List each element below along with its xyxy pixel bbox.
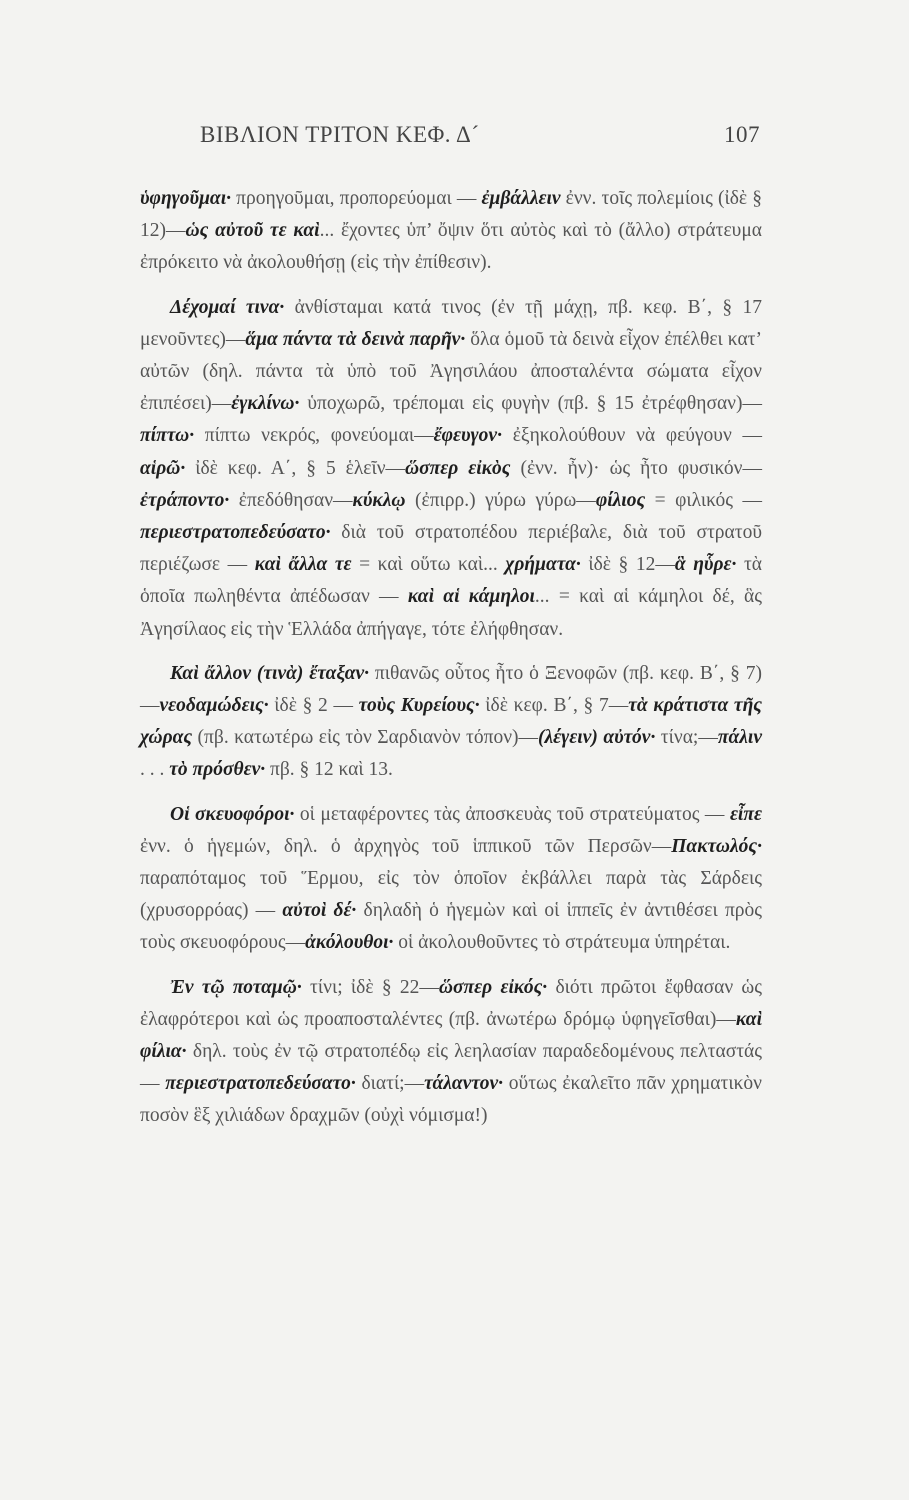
gloss-text: ... = καὶ αἱ κάμηλοι δέ, ἃς Ἀγησίλαος εἰς τὴν Ἑλλάδα ἀπήγαγε, τότε ἐλήφθησαν.	[140, 586, 762, 640]
gloss-text: ἰδὲ κεφ. Α΄, § 5 ἑλεῖν—	[185, 457, 406, 479]
gloss-text: ἐξηκολούθουν νὰ φεύγουν —	[501, 425, 762, 447]
gloss-text: ἀνθίσταμαι κατά τινος (ἐν τῇ μάχῃ, πβ. κεφ. Β΄, § 17 μενοῦντες)—	[140, 296, 762, 350]
gloss-text: πίπτω νεκρός, φονεύομαι—	[194, 425, 434, 447]
gloss-text: πβ. § 12 καὶ 13.	[265, 759, 393, 781]
gloss-text: ἐνν. ὁ ἡγεμών, δηλ. ὁ ἀρχηγὸς τοῦ ἱππικοῦ τῶν Περσῶν—	[140, 835, 672, 857]
gloss-text: οὕτως ἐκαλεῖτο πᾶν χρηματικὸν ποσὸν ἓξ χιλιάδων δραχμῶν (οὐχὶ νόμισμα!)	[140, 1073, 762, 1127]
gloss-text: ἐνν. τοῖς πολεμίοις (ἰδὲ § 12)—	[140, 188, 762, 242]
lemma-term: ἔφευγον·	[433, 425, 502, 447]
gloss-text: προηγοῦμαι, προπορεύομαι —	[231, 188, 482, 209]
lemma-term: καὶ αἱ κάμηλοι	[407, 586, 535, 608]
gloss-text: πιθανῶς οὗτος ἦτο ὁ Ξενοφῶν (πβ. κεφ. Β΄, § 7)—	[140, 662, 762, 717]
gloss-text: ὅλα ὁμοῦ τὰ δεινὰ εἶχον ἐπέλθει κατ’ αὐτῶν (δηλ. πάντα τὰ ὑπὸ τοῦ Ἀγησιλάου ἀποσταλέντα σώματα εἶχον ἐπιπέσει)—	[140, 328, 762, 415]
gloss-text: . . .	[140, 759, 170, 781]
gloss-text: δηλαδὴ ὁ ἡγεμὼν καὶ οἱ ἱππεῖς ἐν ἀντιθέσει πρὸς τοὺς σκευοφόρους—	[140, 900, 762, 954]
lemma-term: ὥσπερ εἰκὸς	[405, 457, 511, 479]
gloss-text: οἱ μεταφέροντες τὰς ἀποσκευὰς τοῦ στρατεύματος —	[294, 803, 730, 825]
gloss-text: ὑποχωρῶ, τρέπομαι εἰς φυγὴν (πβ. § 15 ἐτρέφθησαν)—	[299, 393, 762, 415]
lemma-term: τὸ πρόσθεν·	[169, 759, 266, 781]
gloss-text: ἰδὲ κεφ. Β΄, § 7—	[479, 695, 629, 717]
lemma-term: τάλαντον·	[424, 1073, 504, 1095]
lemma-term: κύκλῳ	[352, 489, 406, 511]
lemma-term: ἐμβάλλειν	[481, 188, 561, 209]
gloss-text: (ἐνν. ἦν)· ὡς ἦτο φυσικόν—	[510, 457, 762, 479]
lemma-term: Ἐν τῷ ποταμῷ·	[170, 976, 302, 998]
paragraph	[140, 658, 762, 787]
gloss-text: (πβ. κατωτέρω εἰς τὸν Σαρδιανὸν τόπον)—	[192, 727, 539, 749]
gloss-text: διατί;—	[355, 1073, 425, 1095]
gloss-text: (ἐπιρρ.) γύρω γύρω—	[405, 489, 596, 511]
lemma-term: (λέγειν) αὐτόν·	[538, 727, 656, 749]
lemma-term: καὶ φίλια·	[140, 1008, 762, 1063]
gloss-text: οἱ ἀκολουθοῦντες τὸ στράτευμα ὑπηρέται.	[393, 932, 731, 954]
lemma-term: ὥσπερ εἰκός·	[438, 976, 548, 998]
gloss-text: ἰδὲ § 12—	[580, 554, 675, 576]
lemma-term: ἅμα πάντα τὰ δεινὰ παρῆν·	[245, 328, 466, 350]
lemma-term: πάλιν	[717, 727, 762, 749]
gloss-text: ἐπεδόθησαν—	[229, 489, 353, 511]
lemma-term: αἱρῶ·	[140, 457, 186, 479]
gloss-text: διὰ τοῦ στρατοπέδου περιέβαλε, διὰ τοῦ στρατοῦ περιέζωσε —	[140, 522, 762, 576]
gloss-text: παραπόταμος τοῦ Ἕρμου, εἰς τὸν ὁποῖον ἐκβάλλει παρὰ τὰς Σάρδεις (χρυσορρόας) —	[140, 868, 762, 922]
lemma-term: τὰ κράτιστα τῆς χώρας	[140, 695, 762, 749]
gloss-text: ... ἔχοντες ὑπ’ ὄψιν ὅτι αὐτὸς καὶ τὸ (ἄλλο) στράτευμα ἐπρόκειτο νὰ ἀκολουθήσῃ (εἰς τὴν ἐπίθεσιν).	[140, 220, 762, 274]
lemma-term: ἐγκλίνω·	[231, 393, 300, 415]
paragraph	[140, 972, 762, 1133]
paragraph	[140, 183, 762, 280]
commentary-body	[140, 183, 762, 1145]
gloss-text: τὰ ὁποῖα πωληθέντα ἀπέδωσαν —	[140, 554, 763, 608]
gloss-text: δηλ. τοὺς ἐν τῷ στρατοπέδῳ εἰς λεηλασίαν παραδεδομένους πελταστάς —	[140, 1041, 762, 1095]
lemma-term: χρήματα·	[505, 554, 581, 576]
lemma-term: ὑφηγοῦμαι·	[140, 188, 231, 209]
running-title: ΒΙΒΛΙΟΝ ΤΡΙΤΟΝ ΚΕΦ. Δ´	[200, 122, 480, 147]
gloss-text: = καὶ οὕτω καὶ...	[351, 554, 506, 576]
lemma-term: περιεστρατοπεδεύσατο·	[140, 522, 331, 544]
lemma-term: Πακτωλός·	[671, 835, 762, 857]
lemma-term: Δέχομαί τινα·	[170, 296, 285, 318]
gloss-text: = φιλικός —	[645, 489, 763, 511]
lemma-term: ἀκόλουθοι·	[305, 932, 394, 954]
lemma-term: καὶ ἄλλα τε	[254, 554, 352, 576]
paragraph	[140, 292, 762, 646]
gloss-text: ἰδὲ § 2 —	[268, 695, 359, 717]
lemma-term: πίπτω·	[140, 425, 195, 447]
lemma-term: εἶπε	[729, 803, 762, 825]
lemma-term: ἃ ηὗρε·	[674, 554, 737, 576]
lemma-term: Καὶ ἄλλον (τινὰ) ἔταξαν·	[170, 662, 370, 684]
lemma-term: περιεστρατοπεδεύσατο·	[165, 1073, 356, 1095]
lemma-term: αὐτοὶ δέ·	[282, 900, 357, 922]
gloss-text: διότι πρῶτοι ἔφθασαν ὡς ἐλαφρότεροι καὶ ὡς προαποσταλέντες (πβ. ἀνωτέρω δρόμῳ ὑφηγεῖσθαι)—	[140, 976, 762, 1030]
page-number: 107	[724, 122, 760, 147]
lemma-term: Οἱ σκευοφόροι·	[170, 803, 295, 825]
gloss-text: τίνα;—	[655, 727, 718, 749]
lemma-term: ἐτράποντο·	[140, 489, 230, 511]
lemma-term: ὡς αὐτοῦ τε καὶ	[185, 220, 320, 242]
lemma-term: νεοδαμώδεις·	[159, 695, 269, 717]
lemma-term: φίλιος	[595, 489, 646, 511]
gloss-text: τίνι; ἰδὲ § 22—	[301, 976, 439, 998]
paragraph	[140, 799, 762, 960]
lemma-term: τοὺς Κυρείους·	[358, 695, 480, 717]
